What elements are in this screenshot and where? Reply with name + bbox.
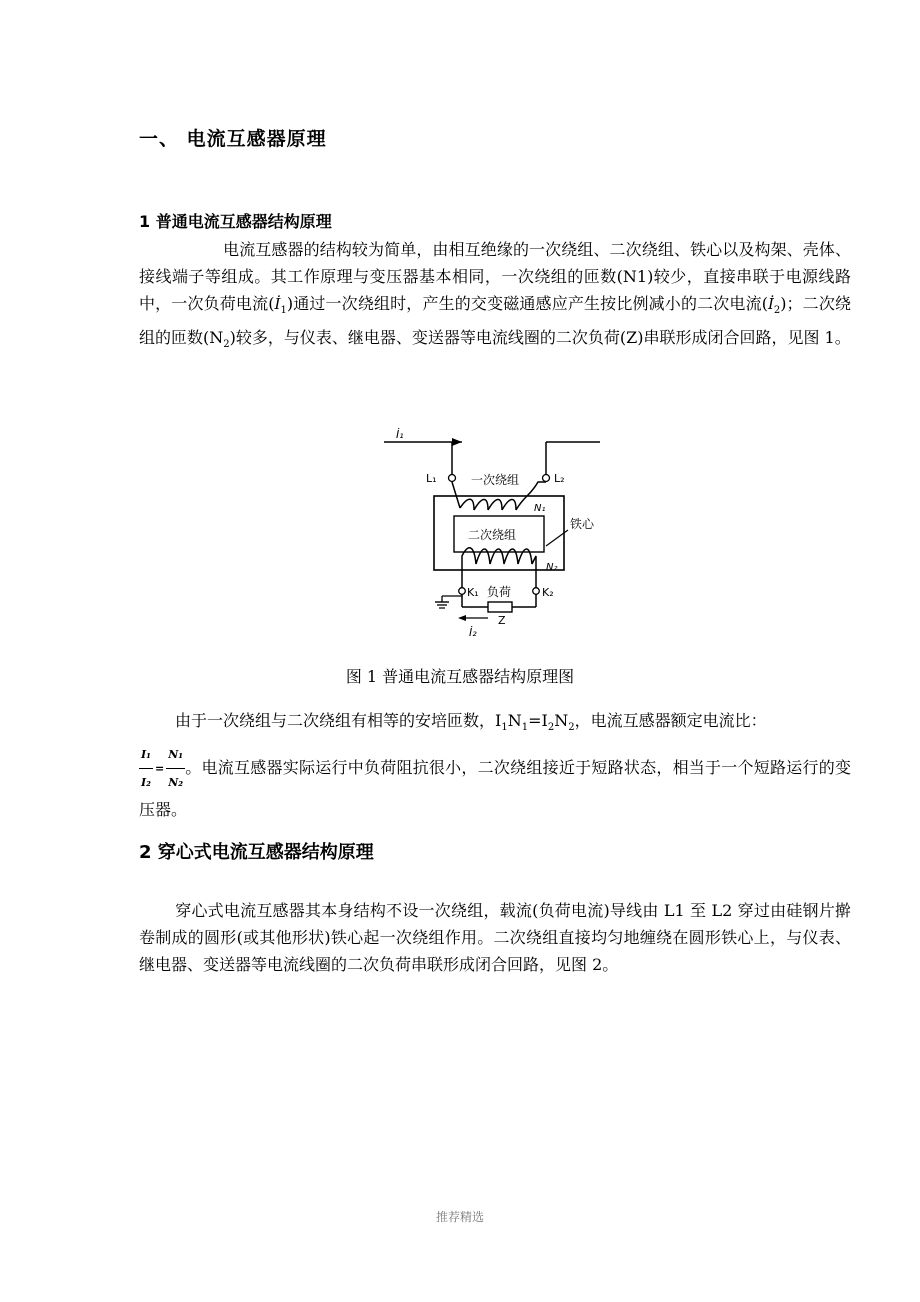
para2-text-a: 由于一次绕组与二次绕组有相等的安培匝数，I	[175, 711, 502, 730]
label-n1: N₁	[534, 503, 546, 514]
para2-sub: 2	[547, 722, 555, 734]
k2-terminal	[533, 588, 540, 595]
label-l1: L₁	[426, 472, 437, 485]
load-resistor	[488, 602, 512, 612]
page-footer: 推荐精选	[435, 1210, 484, 1224]
current-ratio-formula: $\frac{\text{I₁}}{\text{I₂}}$ = $\frac{\text{N₁}}{\text{N₂}}$	[139, 741, 185, 796]
label-load: 负荷	[487, 585, 512, 599]
paragraph-3	[139, 897, 851, 978]
para2-text-c: =I	[528, 711, 548, 730]
paragraph-2	[139, 707, 851, 823]
label-i2: İ₂	[469, 626, 477, 639]
label-z: Z	[498, 614, 506, 627]
k1-terminal	[459, 588, 466, 595]
l2-terminal	[543, 475, 550, 482]
section-heading: 一、 电流互感器原理	[139, 128, 327, 150]
label-n2: N₂	[546, 562, 558, 573]
i2-subscript: 2	[773, 305, 781, 317]
label-k1: K₁	[467, 586, 479, 599]
para1-text-c: )；二次绕组的匝数(N	[139, 294, 851, 348]
l1-terminal	[449, 475, 456, 482]
label-secondary-winding: 二次绕组	[468, 528, 517, 542]
ct-structure-diagram	[370, 418, 610, 640]
para1-text-b: )通过一次绕组时，产生的交变磁通感应产生按比例减小的二次电流(	[286, 294, 768, 313]
para2-sub: 2	[568, 722, 575, 734]
figure-1-caption: 图 1 普通电流互感器结构原理图	[345, 667, 575, 686]
para2-text-f: 。电流互感器实际运行中负荷阻抗很小，二次绕组接近于短路状态，相当于一个短路运行的变压器。	[139, 758, 851, 820]
label-i1: İ₁	[396, 428, 404, 441]
para1-text-d: )较多，与仪表、继电器、变送器等电流线圈的二次负荷(Z)串联形成闭合回路，见图 1。	[229, 328, 851, 348]
i2-symbol: İ	[767, 295, 774, 313]
para2-sub: 1	[501, 722, 508, 734]
i2-arrow	[458, 615, 466, 621]
para2-text-e: ，电流互感器额定电流比：	[574, 711, 767, 730]
label-core: 铁心	[570, 517, 595, 531]
n2-subscript: 2	[223, 339, 230, 351]
para3-text: 穿心式电流互感器其本身结构不设一次绕组，载流(负荷电流)导线由 L1 至 L2 穿过由硅钢片擀卷制成的圆形(或其他形状)铁心起一次绕组作用。二次绕组直接均匀地缠绕在圆形铁心上，与仪表、继电器、变送器等电流线圈的二次负荷串联形成闭合回路，见图 2。	[139, 901, 851, 974]
label-k2: K₂	[542, 586, 554, 599]
i1-subscript: 1	[280, 305, 287, 317]
label-primary-winding: 一次绕组	[471, 473, 520, 487]
para2-text-b: N	[507, 711, 522, 730]
para2-text-d: N	[554, 711, 569, 730]
paragraph-1	[139, 236, 851, 358]
para1-text-a: 电流互感器的结构较为简单，由相互绝缘的一次绕组、二次绕组、铁心以及构架、壳体、接线端子等组成。其工作原理与变压器基本相同，一次绕组的匝数(N1)较少，直接串联于电源线路中，一次负荷电流(	[139, 240, 851, 313]
label-l2: L₂	[554, 472, 565, 485]
secondary-winding-coils	[462, 548, 536, 570]
subsection-heading-2: 2 穿心式电流互感器结构原理	[139, 842, 374, 863]
subsection-heading-1: 1 普通电流互感器结构原理	[139, 212, 332, 231]
para2-sub: 1	[521, 722, 529, 734]
i1-symbol: İ	[274, 295, 281, 313]
